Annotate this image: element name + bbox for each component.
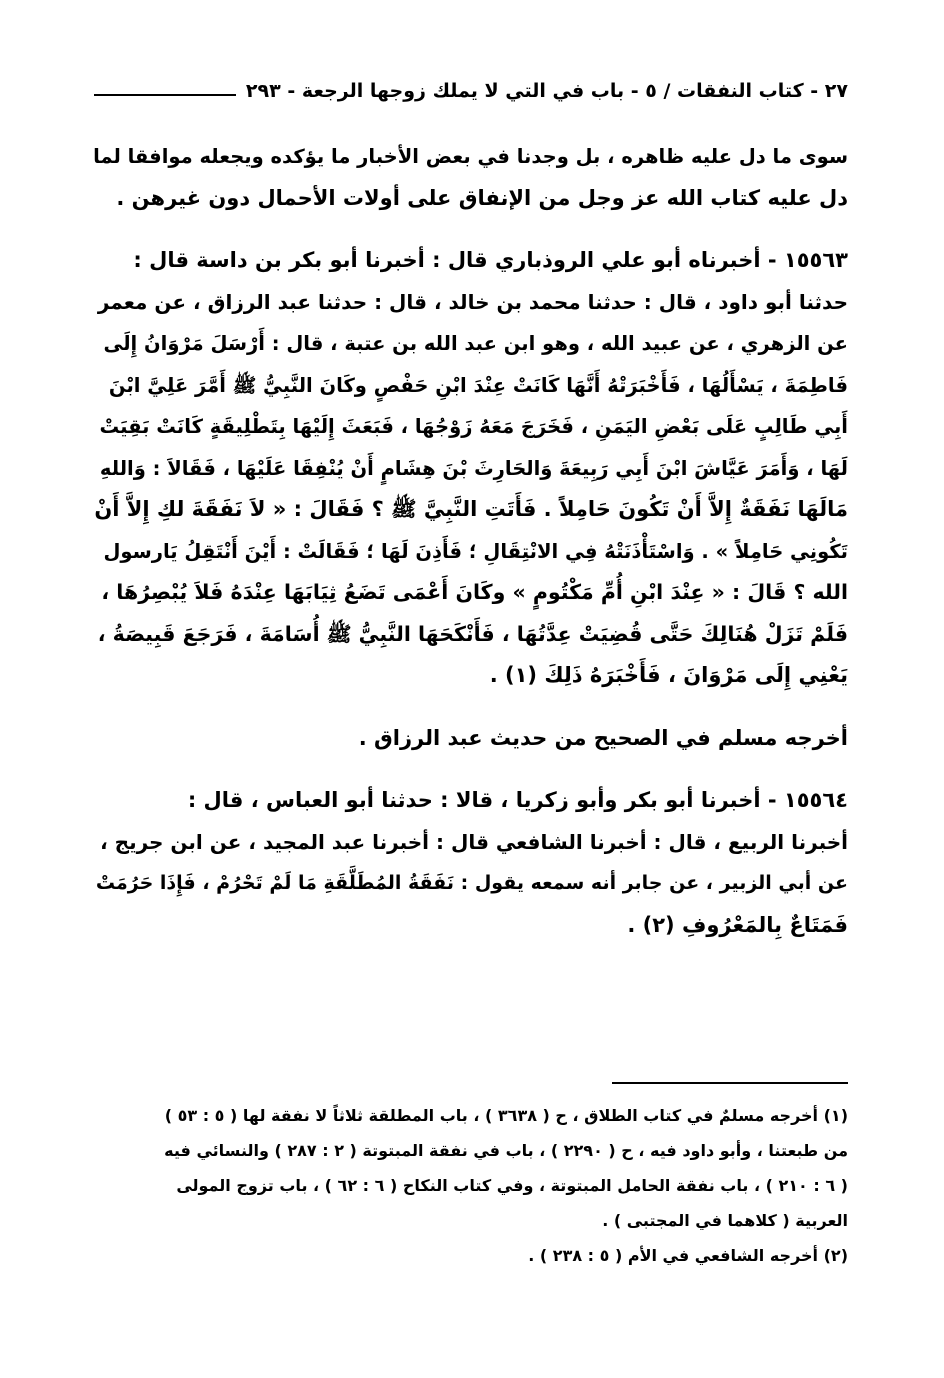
footnote-line: (١) أخرجه مسلمٌ في كتاب الطلاق ، ح ( ٣٦٣٨ ) ، باب المطلقة ثلاثاً لا نفقة لها ( ٥ : ٥٣ ) — [164, 1106, 848, 1125]
text-line: حدثنا أبو داود ، قال : حدثنا محمد بن خالد ، قال : حدثنا عبد الرزاق ، عن معمر — [97, 289, 848, 314]
footnote-separator — [612, 1082, 848, 1084]
footnote-line: العربية ( كلاهما في المجتبى ) . — [602, 1211, 848, 1230]
text-line: تَكُونِي حَامِلاً » . وَاسْتَأْذَنَتْهُ فِي الانْتِقَالِ ؛ فَأَذِنَ لَهَا ؛ فَقَالَتْ : أَيْنَ أَنْتَقِلُ يَارسول — [103, 539, 848, 563]
footnote-line: (٢) أخرجه الشافعي في الأم ( ٥ : ٢٣٨ ) . — [528, 1246, 848, 1265]
paragraph-intro — [92, 136, 848, 219]
text-line: عن الزهري ، عن عبيد الله ، وهو ابن عبد الله بن عتبة ، قال : أَرْسَلَ مَرْوَانُ إِلَى — [103, 332, 848, 355]
text-line: دل عليه كتاب الله عز وجل من الإنفاق على أولات الأحمال دون غيرهن . — [116, 185, 848, 210]
main-text — [92, 136, 848, 946]
takhrij-note — [92, 718, 848, 760]
text-line: ١٥٥٦٤ - أخبرنا أبو بكر وأبو زكريا ، قالا : حدثنا أبو العباس ، قال : — [187, 788, 848, 812]
text-line: الله ؟ قَالَ : « عِنْدَ ابْنِ أُمِّ مَكْتُومٍ » وكَانَ أَعْمَى تَضَعُ ثِيَابَهَا عِنْدَهُ فَلاَ يُبْصِرُهَا ، — [101, 580, 848, 604]
header-rule — [94, 94, 236, 96]
text-line: فَاطِمَةَ ، يَسْأَلُهَا ، فَأَخْبَرَتْهُ أَنَّهَا كَانَتْ عِنْدَ ابْنِ حَفْصٍ وكَانَ النَّبِيُّ ﷺ أَمَّرَ عَلِيَّ ابْنَ — [108, 373, 848, 397]
text-line: فَمَتَاعٌ بِالمَعْرُوفِ (٢) . — [627, 912, 848, 937]
text-line: لَهَا ، وَأَمَرَ عَيَّاشَ ابْنَ أَبِي رَبِيعَةَ وَالحَارِثَ بْنَ هِشَامٍ أَنْ يُنْفِقَا عَلَيْهَا ، فَقَالاَ : وَاللهِ — [99, 456, 848, 480]
footnote-line: من طبعتنا ، وأبو داود فيه ، ح ( ٢٢٩٠ ) ، باب في نفقة المبتوتة ( ٢ : ٢٨٧ ) والنسائي فيه — [164, 1141, 848, 1160]
page-header — [94, 74, 848, 108]
text-line: سوى ما دل عليه ظاهره ، بل وجدنا في بعض الأخبار ما يؤكده ويجعله موافقا لما — [93, 145, 848, 168]
footnote-line: ( ٦ : ٢١٠ ) ، باب نفقة الحامل المبتوتة ، وفي كتاب النكاح ( ٦ : ٦٢ ) ، باب تزوج المولى — [176, 1176, 848, 1195]
text-line: أخرجه مسلم في الصحيح من حديث عبد الرزاق . — [358, 725, 848, 750]
text-line: فَلَمْ تَزَلْ هُنَالِكَ حَتَّى قُضِيَتْ عِدَّتُهَا ، فَأَنْكَحَهَا النَّبِيُّ ﷺ أُسَامَةَ ، فَرَجَعَ قَبِيصَةُ ، — [97, 621, 848, 646]
text-line: مَالَهَا نَفَقَةٌ إِلاَّ أَنْ تَكُونَ حَامِلاً . فَأَتَتِ النَّبِيَّ ﷺ ؟ فَقَالَ : « لاَ نَفَقَةَ لكِ إِلاَّ أَنْ — [94, 497, 848, 521]
footnotes — [92, 1098, 848, 1273]
text-line: يَعْنِي إِلَى مَرْوَانَ ، فَأَخْبَرَهُ ذَلِكَ (١) . — [489, 663, 848, 687]
text-line: عن أبي الزبير ، عن جابر أنه سمعه يقول : نَفَقَةُ المُطَلَّقَةِ مَا لَمْ تَحْرُمْ ، فَإِذَا حَرُمَتْ — [95, 872, 848, 894]
text-line: ١٥٥٦٣ - أخبرناه أبو علي الروذباري قال : أخبرنا أبو بكر بن داسة قال : — [133, 248, 848, 272]
hadith-15563 — [92, 240, 848, 697]
running-title: ٢٧ - كتاب النفقات / ٥ - باب في التي لا يملك زوجها الرجعة - ٢٩٣ — [245, 80, 848, 102]
text-line: أخبرنا الربيع ، قال : أخبرنا الشافعي قال : أخبرنا عبد المجيد ، عن ابن جريج ، — [100, 829, 848, 854]
hadith-15564 — [92, 780, 848, 946]
text-line: أَبِي طَالِبٍ عَلَى بَعْضِ اليَمَنِ ، فَخَرَجَ مَعَهُ زَوْجُهَا ، فَبَعَثَ إِلَيْهَا بِتَطْلِيقَةٍ كَانَتْ بَقِيَتْ — [99, 415, 848, 438]
